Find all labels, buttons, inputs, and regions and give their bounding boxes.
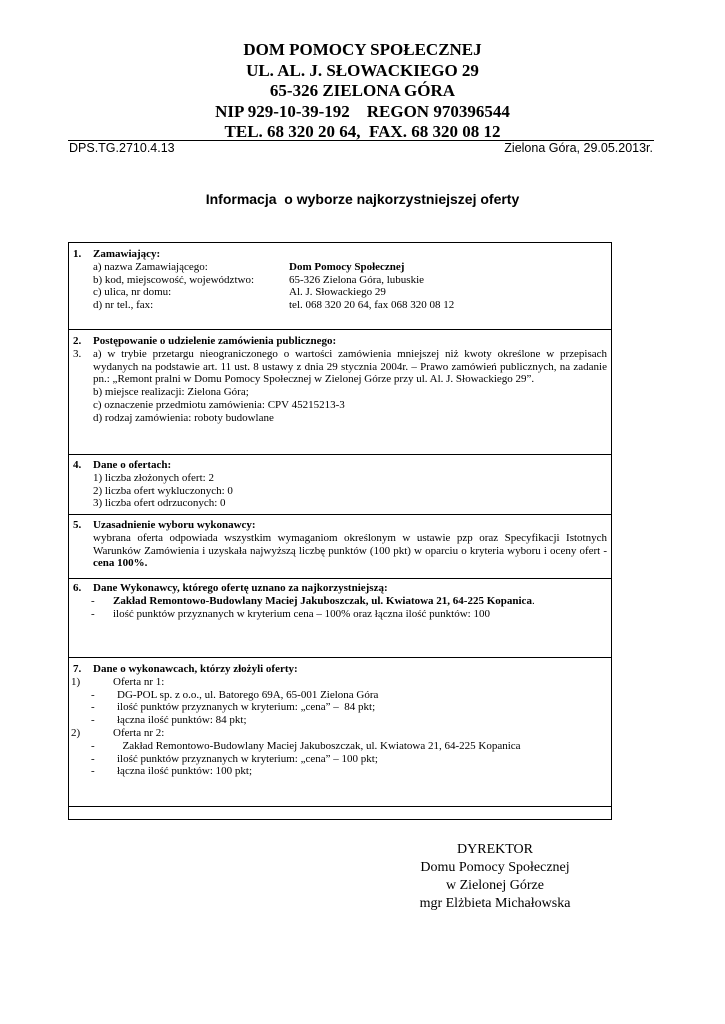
letterhead bbox=[0, 40, 725, 143]
bullet-dash: - bbox=[91, 701, 95, 714]
kv-row bbox=[93, 286, 607, 299]
winner-line bbox=[69, 595, 611, 608]
section-number: 1. bbox=[73, 248, 82, 260]
reference-number: DPS.TG.2710.4.13 bbox=[69, 141, 175, 155]
winner-name: Zakład Remontowo-Budowlany Maciej Jakuboszczak, ul. Kwiatowa 21, 64-225 Kopanica bbox=[113, 594, 532, 607]
signature-line: Domu Pomocy Społecznej bbox=[420, 860, 570, 875]
table-divider bbox=[69, 454, 611, 455]
bullet-dash: - bbox=[91, 752, 95, 765]
offer-line: DG-POL sp. z o.o., ul. Batorego 69A, 65-001 Zielona Góra bbox=[117, 688, 379, 701]
bidders-table bbox=[68, 657, 612, 807]
kv-row bbox=[93, 261, 607, 274]
section-number: 5. bbox=[73, 519, 82, 531]
kv-value: Al. J. Słowackiego 29 bbox=[289, 286, 386, 299]
bullet-dash: - bbox=[91, 607, 95, 620]
offer-line: Zakład Remontowo-Budowlany Maciej Jakuboszczak, ul. Kwiatowa 21, 64-225 Kopanica bbox=[117, 739, 521, 752]
section-heading: Zamawiający: bbox=[93, 248, 161, 260]
signature-name: mgr Elżbieta Michałowska bbox=[419, 896, 571, 911]
offer-line: łączna ilość punktów: 84 pkt; bbox=[117, 714, 247, 727]
offer-line: łączna ilość punktów: 100 pkt; bbox=[117, 765, 253, 778]
procedure-item: d) rodzaj zamówienia: roboty budowlane bbox=[93, 411, 274, 424]
offers-item: 3) liczba ofert odrzuconych: 0 bbox=[93, 497, 226, 510]
offer-number: 1) bbox=[71, 675, 81, 688]
kv-key: a) nazwa Zamawiającego: bbox=[93, 260, 208, 273]
bullet-dash: - bbox=[91, 765, 95, 778]
offer-line: ilość punktów przyznanych w kryterium: „cena” – 100 pkt; bbox=[117, 752, 378, 765]
offer-line: ilość punktów przyznanych w kryterium: „cena” – 84 pkt; bbox=[117, 701, 376, 714]
section-heading: Postępowanie o udzielenie zamówienia publicznego: bbox=[93, 335, 337, 347]
section-heading: Dane o ofertach: bbox=[93, 459, 172, 471]
offer-block bbox=[69, 676, 611, 778]
kv-value: 65-326 Zielona Góra, lubuskie bbox=[289, 273, 425, 286]
date-place: Zielona Góra, 29.05.2013r. bbox=[504, 141, 653, 155]
letterhead-line: 65-326 ZIELONA GÓRA bbox=[269, 81, 456, 100]
justification-text bbox=[93, 532, 607, 570]
kv-value: tel. 068 320 20 64, fax 068 320 08 12 bbox=[289, 299, 455, 312]
section-number: 7. bbox=[73, 663, 82, 675]
page-title: Informacja o wyborze najkorzystniejszej oferty bbox=[205, 191, 520, 207]
justification-body: wybrana oferta odpowiada wszystkim wymaganiom określonym w ustawie pzp oraz Specyfikacji Istotnych Warunków Zamówienia i uzyskała najwyższą liczbę punktów (100 pkt) w oparciu o kryteria wyboru i oceny ofert - bbox=[93, 531, 607, 557]
offers-item: 2) liczba ofert wykluczonych: 0 bbox=[93, 484, 233, 497]
justification-highlight: cena 100%. bbox=[93, 557, 148, 570]
table-divider bbox=[69, 514, 611, 515]
offers-item: 1) liczba złożonych ofert: 2 bbox=[93, 471, 214, 484]
winner-tail: . bbox=[531, 594, 535, 607]
section-heading: Uzasadnienie wyboru wykonawcy: bbox=[93, 519, 256, 531]
signature-block bbox=[395, 841, 595, 913]
winner-text bbox=[113, 595, 535, 608]
winner-points-line bbox=[69, 608, 611, 621]
offer-number: 2) bbox=[71, 726, 81, 739]
bullet-dash: - bbox=[91, 594, 95, 607]
letterhead-line: NIP 929-10-39-192 REGON 970396544 bbox=[215, 101, 510, 121]
procedure-item: b) miejsce realizacji: Zielona Góra; bbox=[93, 386, 249, 399]
procedure-paragraph: a) w trybie przetargu nieograniczonego o wartości zamówienia mniejszej niż kwoty określone w przepisach wydanych na podstawie art. 11 ust. 8 ustawy z dnia 29 stycznia 2004r. – Prawo zamówień publicznych, na zadanie pn.: „Remont pralni w Domu Pomocy Społecznej w Zielonej Górze przy ul. Al. J. Słowackiego 29”. bbox=[93, 347, 607, 386]
section-number: 4. bbox=[73, 459, 82, 471]
kv-value: Dom Pomocy Społecznej bbox=[289, 260, 405, 273]
kv-key: d) nr tel., fax: bbox=[93, 299, 154, 312]
offer-label: Oferta nr 2: bbox=[113, 726, 165, 739]
table-divider bbox=[69, 578, 611, 579]
section-number: 6. bbox=[73, 582, 82, 594]
procedure-item: c) oznaczenie przedmiotu zamówienia: CPV 45215213-3 bbox=[93, 398, 345, 411]
section-heading: Dane Wykonawcy, którego ofertę uznano za najkorzystniejszą: bbox=[93, 582, 388, 594]
bullet-dash: - bbox=[91, 714, 95, 727]
section-number: 2. bbox=[73, 335, 82, 347]
winner-points: ilość punktów przyznanych w kryterium cena – 100% oraz łączna ilość punktów: 100 bbox=[113, 607, 490, 620]
letterhead-line: DOM POMOCY SPOŁECZNEJ bbox=[243, 40, 482, 59]
offer-label: Oferta nr 1: bbox=[113, 675, 165, 688]
signature-line: w Zielonej Górze bbox=[446, 878, 544, 893]
kv-key: b) kod, miejscowość, województwo: bbox=[93, 273, 254, 286]
section-number: 3. bbox=[73, 347, 82, 360]
bullet-dash: - bbox=[91, 688, 95, 701]
kv-key: c) ulica, nr domu: bbox=[93, 286, 172, 299]
letterhead-line: TEL. 68 320 20 64, FAX. 68 320 08 12 bbox=[224, 122, 501, 141]
letterhead-line: UL. AL. J. SŁOWACKIEGO 29 bbox=[246, 60, 479, 80]
kv-row bbox=[93, 299, 607, 312]
signature-title: DYREKTOR bbox=[457, 842, 533, 857]
kv-row bbox=[93, 274, 607, 287]
table-divider bbox=[69, 329, 611, 330]
section-heading: Dane o wykonawcach, którzy złożyli oferty: bbox=[93, 663, 298, 675]
bullet-dash: - bbox=[91, 739, 95, 752]
